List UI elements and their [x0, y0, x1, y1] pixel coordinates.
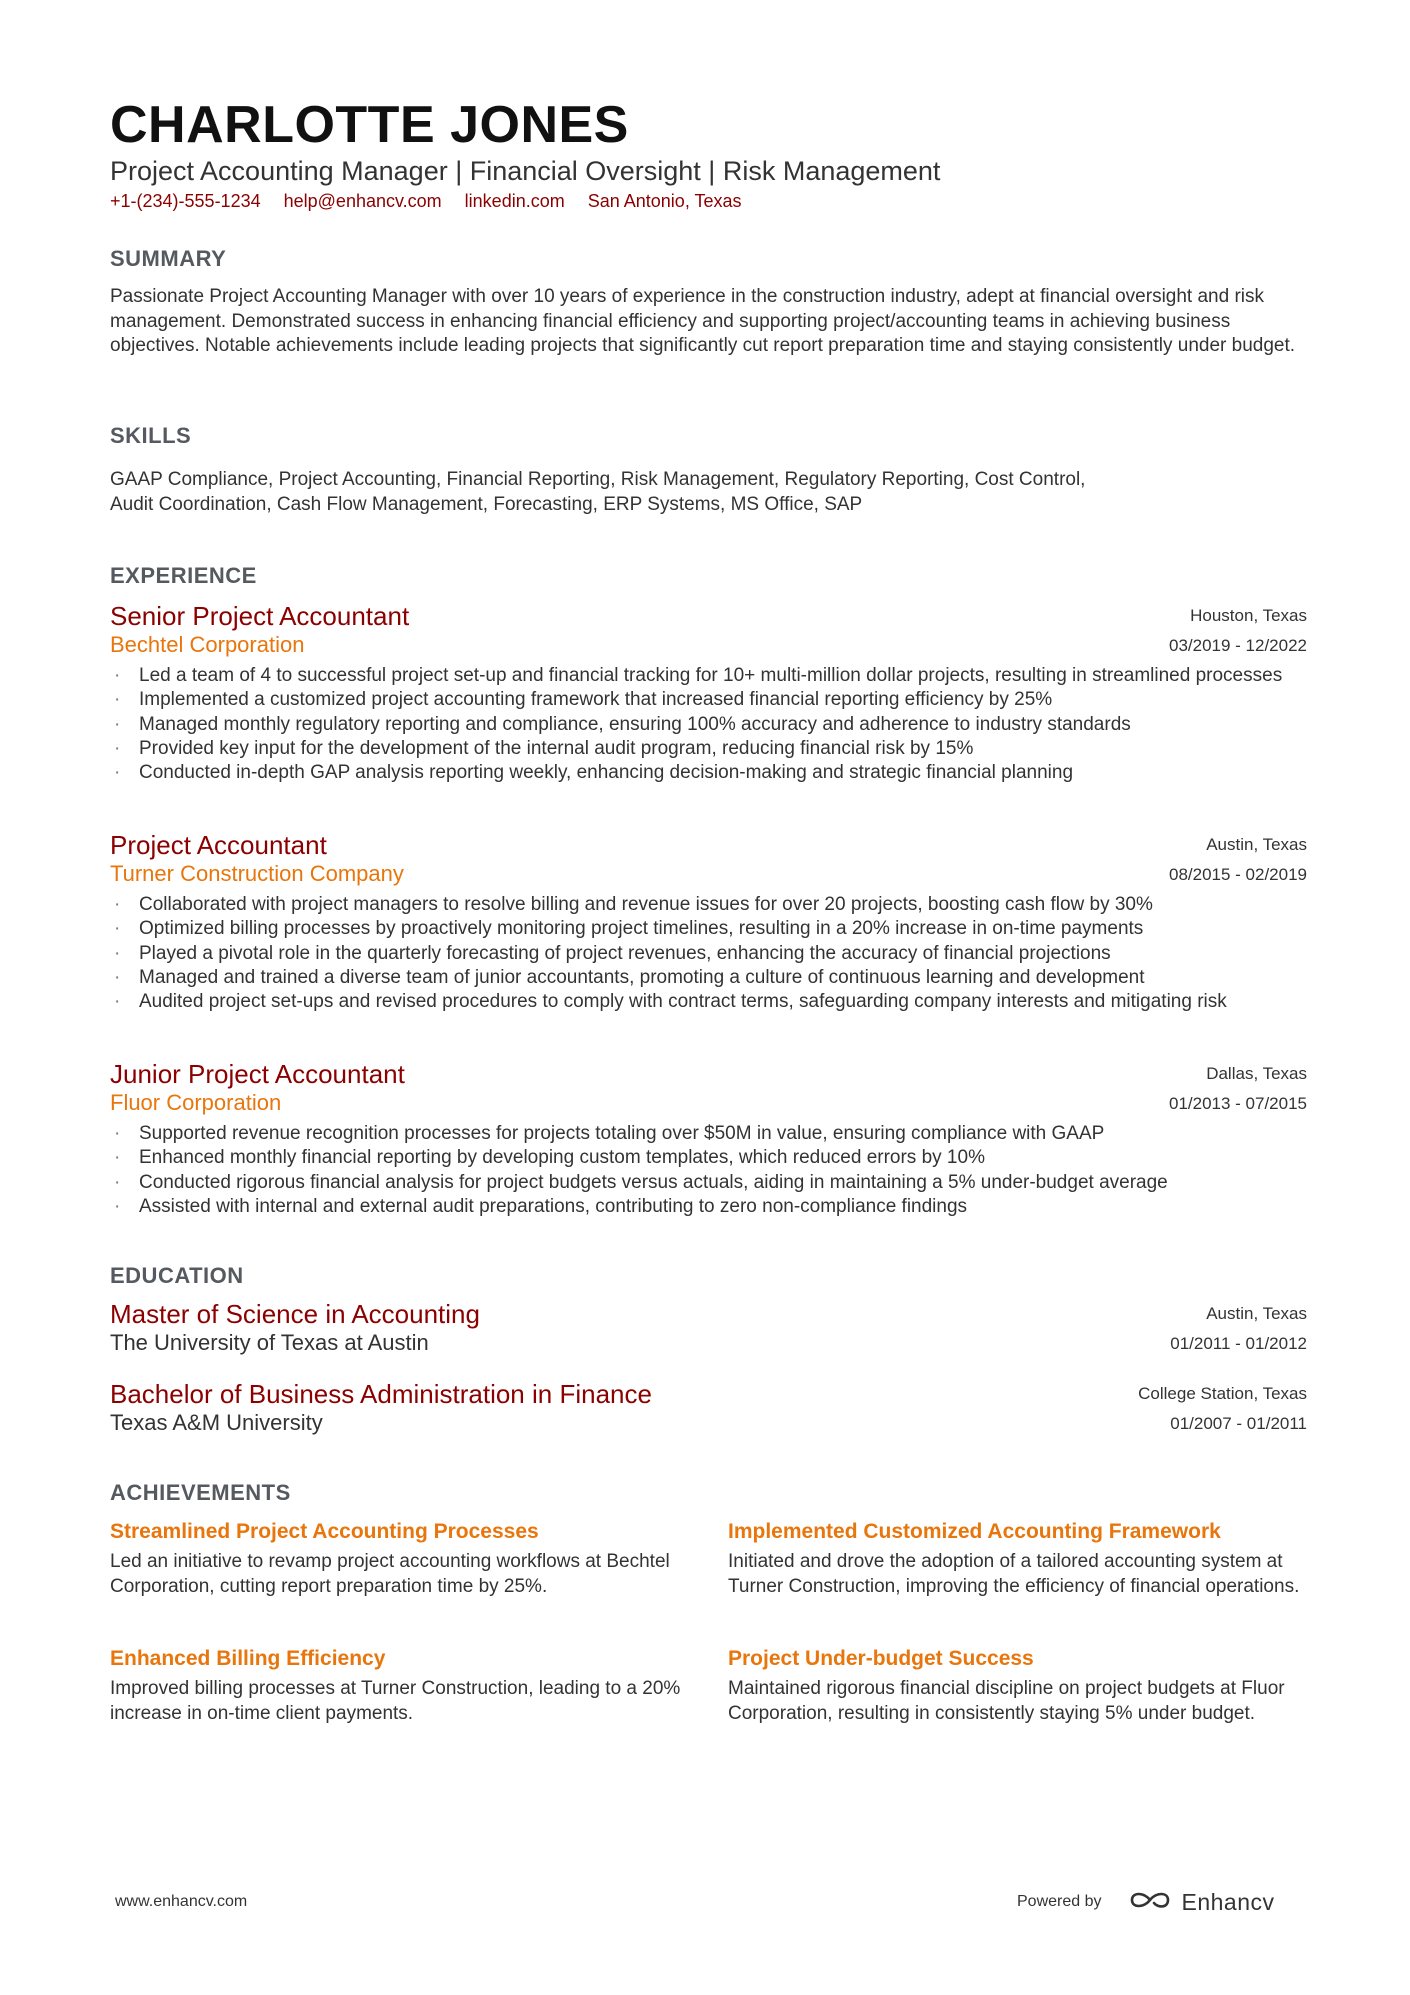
email-link[interactable]: help@enhancv.com [283, 191, 442, 211]
education-location: Austin, Texas [1206, 1304, 1307, 1323]
bullet-item: · Provided key input for the development of the internal audit program, reducing financial risk by 15% [110, 737, 1307, 761]
achievement-text: Maintained rigorous financial discipline on project budgets at Fluor Corporation, resulting in consistently staying 5% under budget. [728, 1678, 1285, 1724]
bullet-item: · Optimized billing processes by proactively monitoring project timelines, resulting in a 20% increase in on-time payments [110, 917, 1307, 941]
contact-bar [110, 189, 760, 213]
bullet-item: · Conducted in-depth GAP analysis reporting weekly, enhancing decision-making and strategic financial planning [110, 761, 1307, 785]
achievement-title: Streamlined Project Accounting Processes [110, 1520, 539, 1543]
enhancv-brand-name[interactable]: Enhancv [1181, 1888, 1275, 1915]
job-dates: 01/2013 - 07/2015 [1168, 1094, 1307, 1113]
company-name: Bechtel Corporation [110, 632, 305, 657]
headline: Project Accounting Manager | Financial Oversight | Risk Management [110, 156, 941, 186]
job-title: Senior Project Accountant [110, 601, 410, 631]
job-location: Dallas, Texas [1206, 1064, 1307, 1083]
achievement-card [728, 1645, 1308, 1726]
linkedin-link[interactable]: linkedin.com [464, 191, 565, 211]
skills-heading: SKILLS [110, 423, 192, 448]
summary-heading: SUMMARY [110, 246, 227, 271]
bullet-item: · Managed and trained a diverse team of junior accountants, promoting a culture of continuous learning and development [110, 966, 1307, 990]
company-name: Fluor Corporation [110, 1090, 282, 1115]
education-heading: EDUCATION [110, 1263, 244, 1288]
education-dates: 01/2011 - 01/2012 [1170, 1334, 1307, 1353]
degree-title: Bachelor of Business Administration in Finance [110, 1379, 652, 1409]
powered-by-label: Powered by [1017, 1893, 1102, 1910]
footer-branding [1017, 1882, 1275, 1922]
bullet-item: · Managed monthly regulatory reporting and compliance, ensuring 100% accuracy and adherence to industry standards [110, 713, 1307, 737]
achievement-text: Led an initiative to revamp project accounting workflows at Bechtel Corporation, cutting report preparation time by 25%. [110, 1551, 670, 1597]
achievement-card [110, 1645, 690, 1726]
achievement-title: Enhanced Billing Efficiency [110, 1647, 386, 1670]
bullet-item: · Implemented a customized project accounting framework that increased financial reporting efficiency by 25% [110, 688, 1307, 712]
candidate-name: CHARLOTTE JONES [110, 96, 629, 154]
summary-text: Passionate Project Accounting Manager with over 10 years of experience in the construction industry, adept at financial oversight and risk management. Demonstrated success in enhancing financial efficiency and supporting project/accounting teams in achieving business objectives. Notable achievements include leading projects that significantly cut report preparation time and staying consistently under budget. [110, 286, 1296, 356]
location-text: San Antonio, Texas [587, 191, 742, 211]
skills-line-1: GAAP Compliance, Project Accounting, Financial Reporting, Risk Management, Regulatory Reporting, Cost Control, [110, 469, 1086, 490]
education-dates: 01/2007 - 01/2011 [1170, 1414, 1307, 1433]
education-location: College Station, Texas [1138, 1384, 1307, 1403]
skills-line-2: Audit Coordination, Cash Flow Management, Forecasting, ERP Systems, MS Office, SAP [110, 493, 863, 515]
company-name: Turner Construction Company [110, 861, 404, 886]
achievements-heading: ACHIEVEMENTS [110, 1480, 291, 1505]
bullet-item: · Enhanced monthly financial reporting by developing custom templates, which reduced errors by 10% [110, 1146, 1307, 1170]
experience-heading: EXPERIENCE [110, 563, 257, 588]
achievement-text: Improved billing processes at Turner Construction, leading to a 20% increase in on-time client payments. [110, 1678, 681, 1724]
job-bullets [110, 893, 1307, 1014]
job-title: Project Accountant [110, 830, 327, 860]
job-location: Austin, Texas [1206, 835, 1307, 854]
bullet-item: · Supported revenue recognition processes for projects totaling over $50M in value, ensuring compliance with GAAP [110, 1122, 1307, 1146]
bullet-item: · Audited project set-ups and revised procedures to comply with contract terms, safeguarding company interests and mitigating risk [110, 990, 1307, 1014]
bullet-item: · Conducted rigorous financial analysis for project budgets versus actuals, aiding in maintaining a 5% under-budget average [110, 1171, 1307, 1195]
job-bullets [110, 664, 1307, 785]
degree-title: Master of Science in Accounting [110, 1299, 480, 1329]
bullet-item: · Led a team of 4 to successful project set-up and financial tracking for 10+ multi-million dollar projects, resulting in streamlined processes [110, 664, 1307, 688]
phone-link[interactable]: +1-(234)-555-1234 [110, 191, 261, 211]
bullet-item: · Collaborated with project managers to resolve billing and revenue issues for over 20 projects, boosting cash flow by 30% [110, 893, 1307, 917]
job-title: Junior Project Accountant [110, 1059, 405, 1089]
school-name: The University of Texas at Austin [110, 1330, 429, 1355]
bullet-item: · Assisted with internal and external audit preparations, contributing to zero non-compliance findings [110, 1195, 1307, 1219]
achievement-card [110, 1518, 690, 1599]
skills-list [110, 468, 1310, 517]
achievement-text: Initiated and drove the adoption of a tailored accounting system at Turner Construction, improving the efficiency of financial operations. [728, 1551, 1300, 1597]
job-location: Houston, Texas [1190, 606, 1307, 625]
school-name: Texas A&M University [110, 1410, 323, 1435]
achievement-title: Implemented Customized Accounting Framework [728, 1520, 1221, 1543]
achievement-title: Project Under-budget Success [728, 1647, 1034, 1670]
job-dates: 03/2019 - 12/2022 [1168, 636, 1307, 655]
achievement-card [728, 1518, 1308, 1599]
footer-website-link[interactable]: www.enhancv.com [115, 1893, 248, 1910]
job-dates: 08/2015 - 02/2019 [1168, 865, 1307, 884]
bullet-item: · Played a pivotal role in the quarterly forecasting of project revenues, enhancing the accuracy of financial projections [110, 942, 1307, 966]
enhancv-logo-icon [1128, 1888, 1174, 1917]
job-bullets [110, 1122, 1307, 1219]
